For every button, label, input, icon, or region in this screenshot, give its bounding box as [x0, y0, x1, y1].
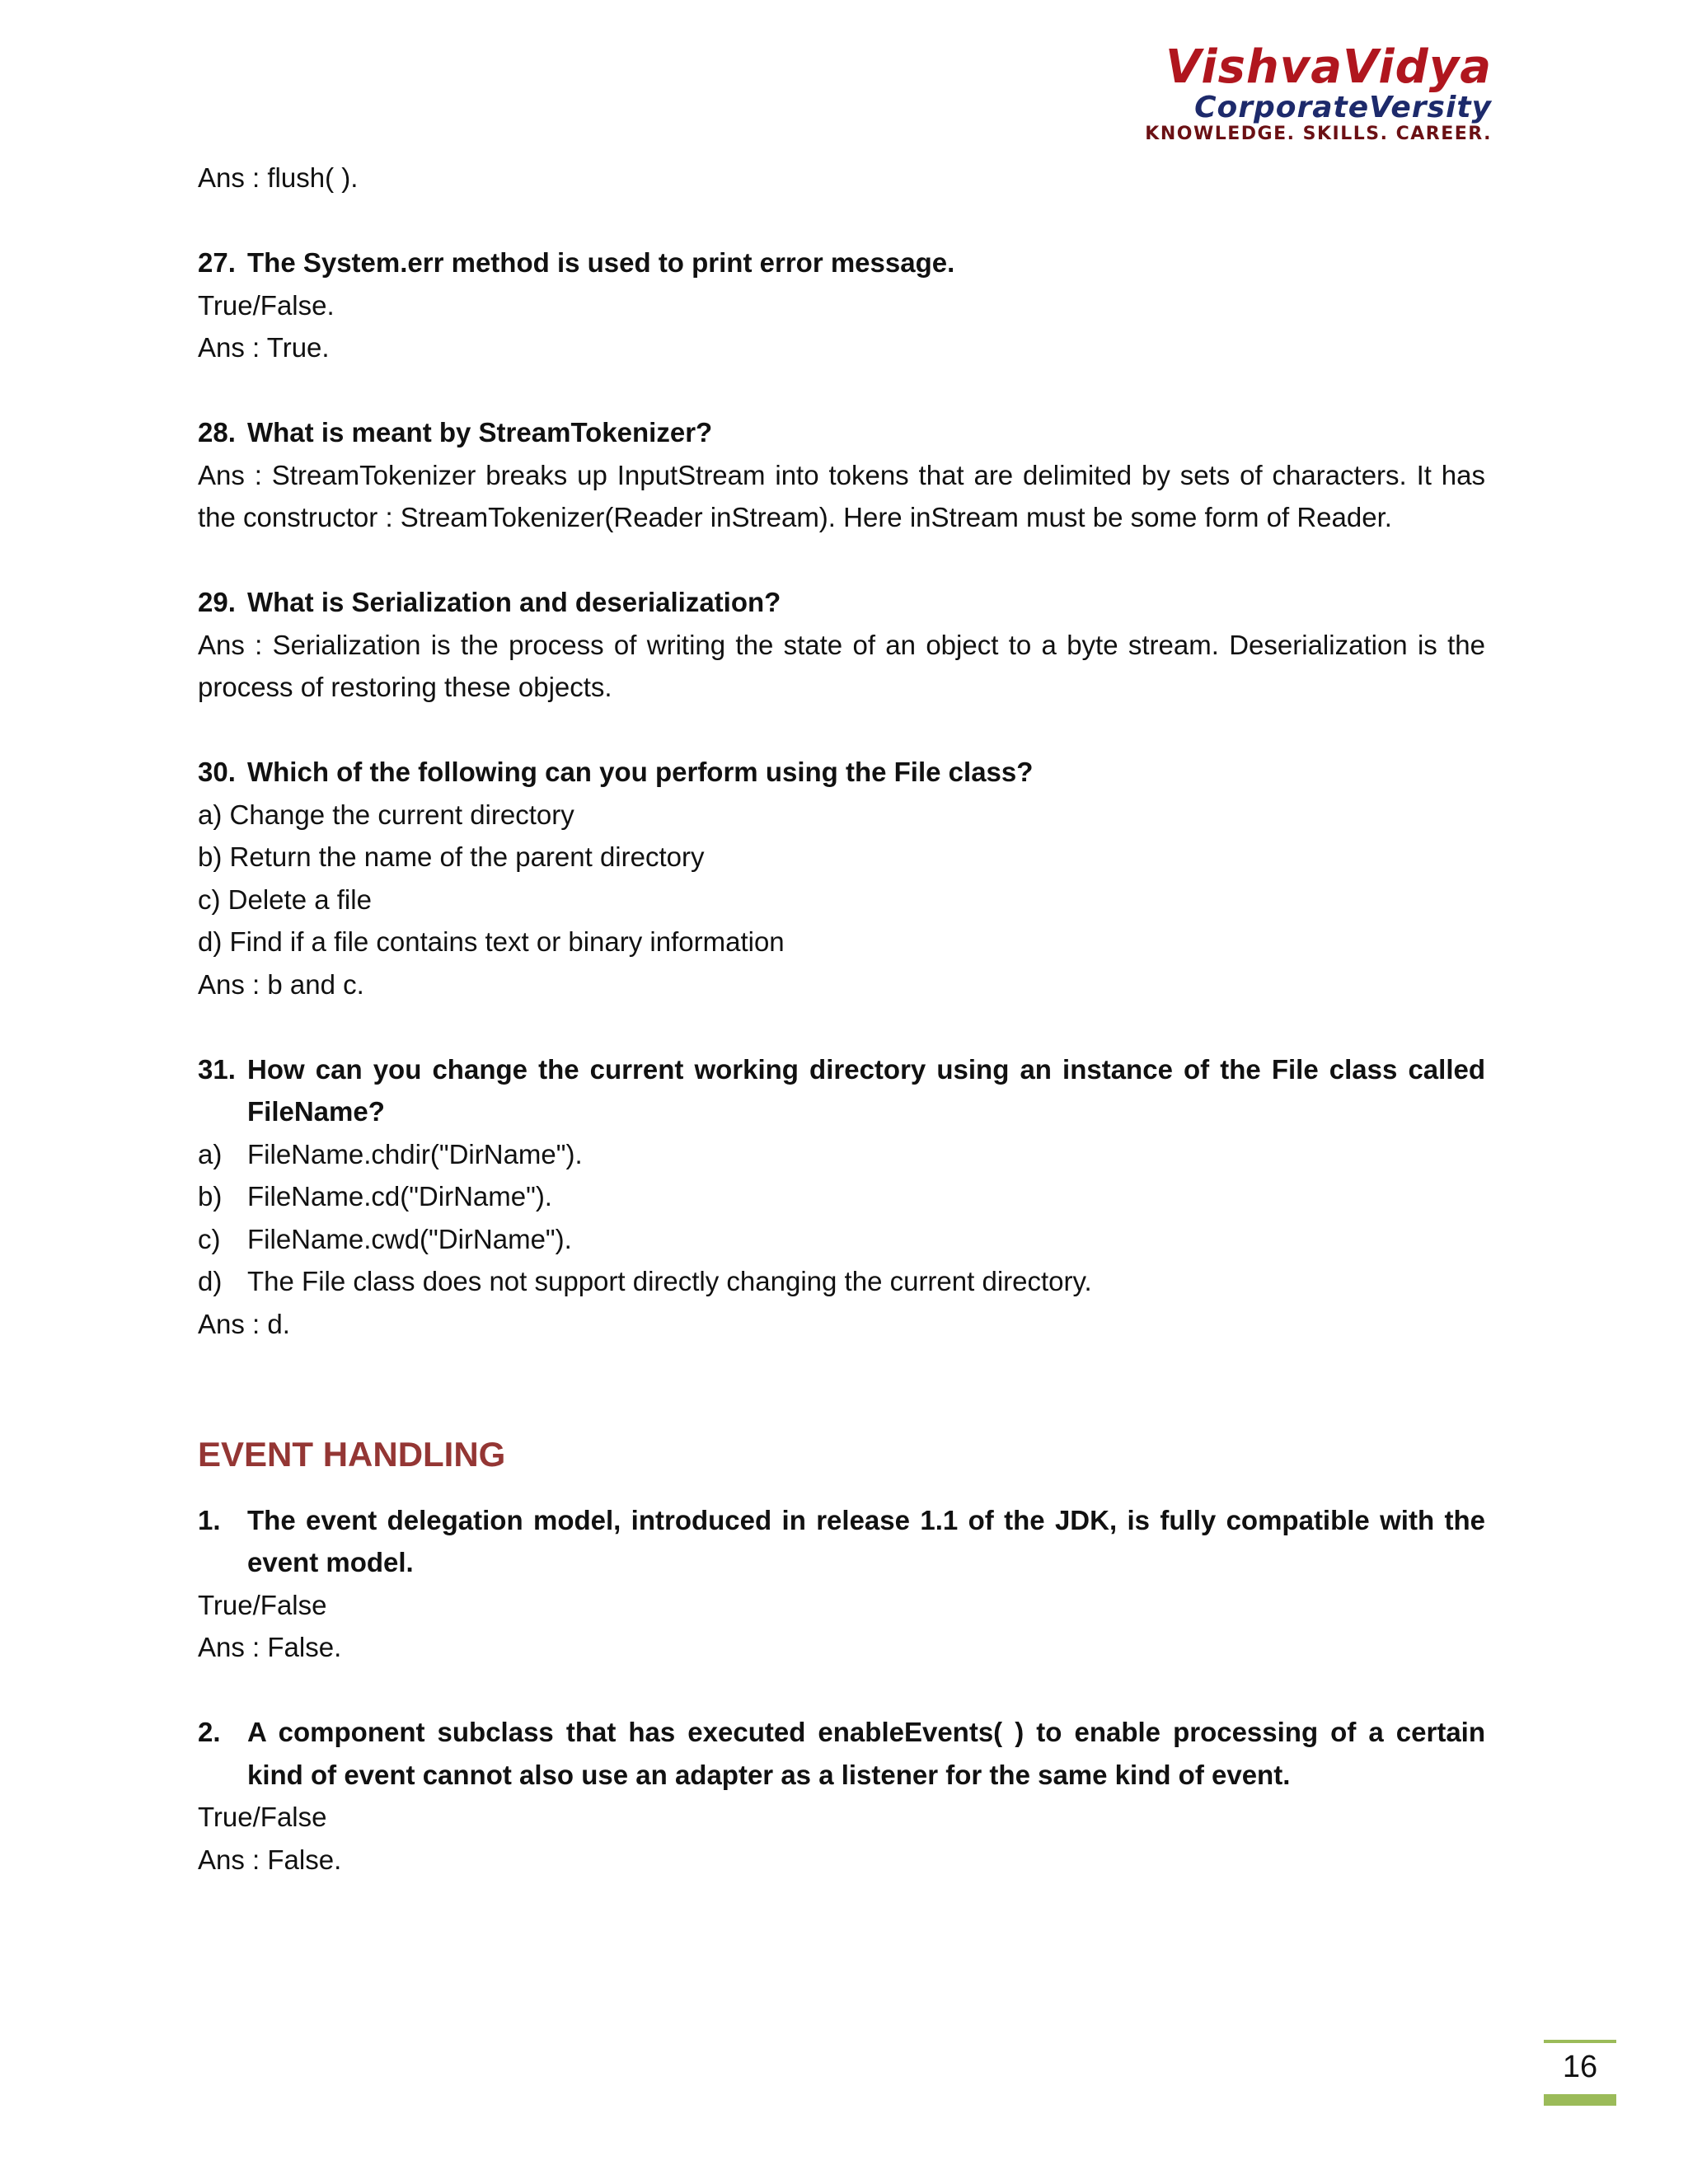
- question-number: 28.: [198, 417, 236, 448]
- option-text: The File class does not support directly changing the current directory.: [247, 1266, 1092, 1296]
- question-29: [198, 581, 1485, 624]
- question-text: What is meant by StreamTokenizer?: [247, 417, 713, 448]
- question-27: [198, 241, 1485, 284]
- question-number: 31.: [198, 1053, 236, 1085]
- question-text: Which of the following can you perform using the File class?: [247, 757, 1034, 787]
- page-number-bottom-bar: [1544, 2094, 1616, 2106]
- question-number: 1.: [198, 1504, 221, 1535]
- option-text: FileName.chdir("DirName").: [247, 1138, 583, 1169]
- question-28: [198, 411, 1485, 454]
- question-number: 2.: [198, 1717, 221, 1747]
- question-text: The event delegation model, introduced in release 1.1 of the JDK, is fully compatible with the event model.: [247, 1504, 1485, 1577]
- question-number: 29.: [198, 587, 236, 617]
- question-text: The System.err method is used to print error message.: [247, 247, 955, 278]
- question-number: 27.: [198, 247, 236, 278]
- question-text: A component subclass that has executed enableEvents( ) to enable processing of a certain kind of event cannot also use an adapter as a listener for the same kind of event.: [247, 1717, 1485, 1790]
- option-c: c) Delete a file: [198, 883, 372, 915]
- question-text: What is Serialization and deserialization?: [247, 587, 781, 617]
- question-eh-1: [198, 1499, 1485, 1584]
- question-30: [198, 751, 1485, 794]
- answer-text: Ans : b and c.: [198, 968, 364, 1000]
- question-eh-2: [198, 1711, 1485, 1796]
- question-number: 30.: [198, 757, 236, 787]
- logo-tagline: KNOWLEDGE. SKILLS. CAREER.: [1145, 124, 1492, 144]
- option-d: [198, 1260, 1485, 1303]
- option-letter: b): [198, 1181, 223, 1212]
- question-31: [198, 1048, 1485, 1133]
- choices-text: True/False.: [198, 289, 335, 321]
- option-letter: a): [198, 1138, 223, 1169]
- answer-text: Ans : Serialization is the process of writing the state of an object to a byte stream. Deserialization is the process of restoring these objects.: [198, 629, 1485, 702]
- answer-text: Ans : StreamTokenizer breaks up InputStream into tokens that are delimited by sets of characters. It has the constructor : StreamTokenizer(Reader inStream). Here inStream must be some form of Reader.: [198, 459, 1485, 532]
- question-text: How can you change the current working directory using an instance of the File class called FileName?: [247, 1053, 1485, 1127]
- option-a: [198, 1133, 1485, 1176]
- page-number-box: [1544, 2040, 1616, 2106]
- logo-corporateversity: CorporateVersity: [1194, 91, 1492, 124]
- document-body: [198, 157, 1485, 1881]
- section-heading: EVENT HANDLING: [198, 1434, 506, 1474]
- option-b: [198, 1175, 1485, 1218]
- logo-vishvavidya: VishvaVidya: [1165, 40, 1492, 94]
- answer-text: Ans : True.: [198, 332, 330, 363]
- answer-text: Ans : False.: [198, 1632, 342, 1662]
- answer-text: Ans : d.: [198, 1308, 290, 1339]
- option-b: b) Return the name of the parent directory: [198, 841, 705, 872]
- option-letter: c): [198, 1223, 221, 1254]
- option-text: FileName.cd("DirName").: [247, 1181, 552, 1212]
- answer-text: Ans : False.: [198, 1844, 342, 1875]
- option-d: d) Find if a file contains text or binary information: [198, 926, 785, 957]
- company-logo: [1145, 40, 1492, 145]
- option-text: FileName.cwd("DirName").: [247, 1223, 572, 1254]
- choices-text: True/False: [198, 1589, 327, 1620]
- option-letter: d): [198, 1266, 223, 1296]
- option-a: a) Change the current directory: [198, 799, 574, 830]
- page-number: 16: [1562, 2050, 1598, 2084]
- choices-text: True/False: [198, 1802, 327, 1832]
- option-c: [198, 1218, 1485, 1261]
- answer-text: Ans : flush( ).: [198, 162, 359, 193]
